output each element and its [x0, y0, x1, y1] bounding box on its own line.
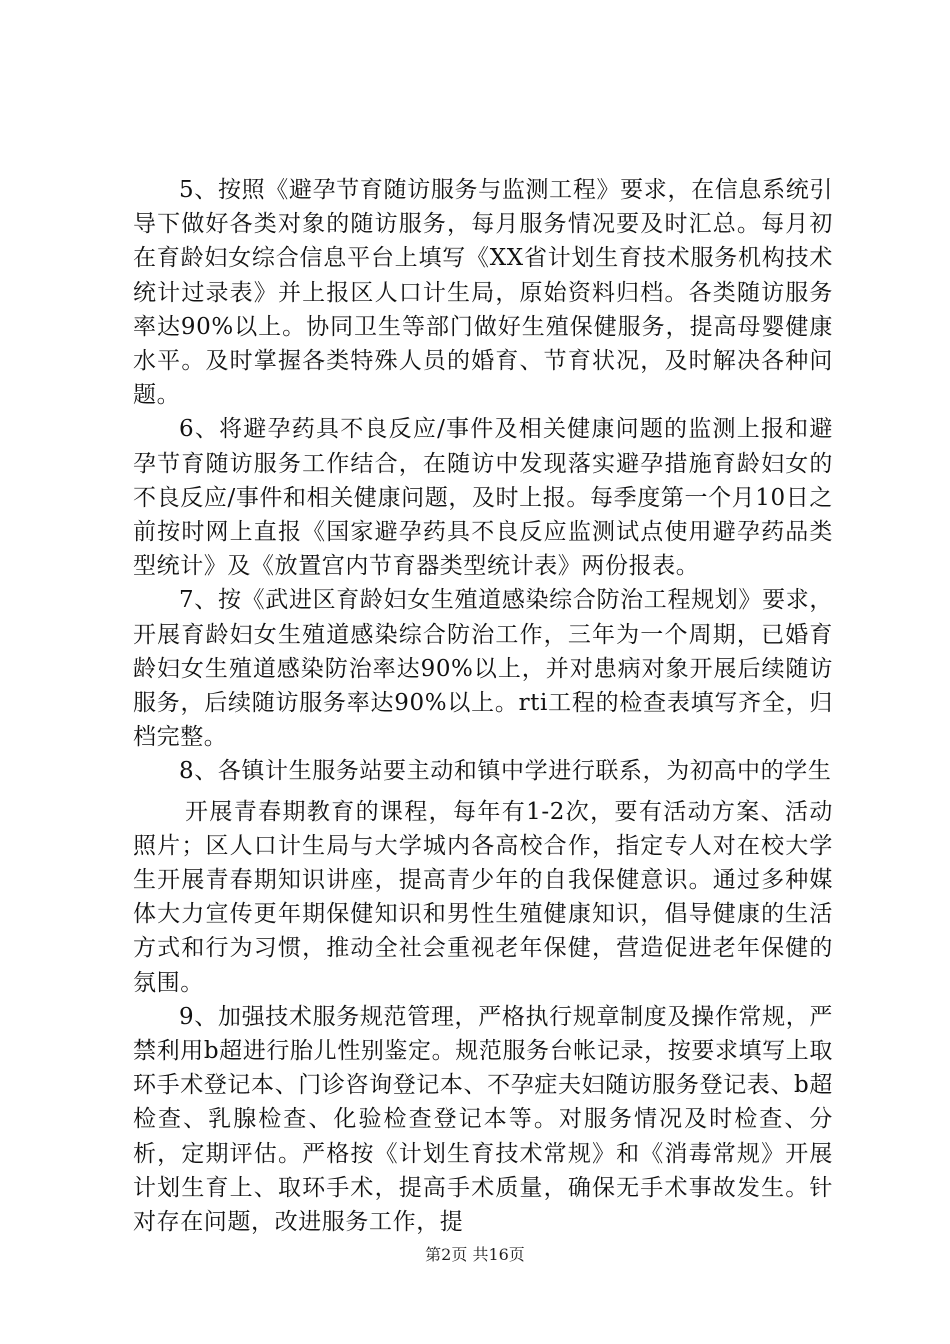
- paragraph-item-9: 9、加强技术服务规范管理，严格执行规章制度及操作常规，严禁利用b超进行胎儿性别鉴定。规范服务台帐记录，按要求填写上取环手术登记本、门诊咨询登记本、不孕症夫妇随访服务登记表、b超检查、乳腺检查、化验检查登记本等。对服务情况及时检查、分析，定期评估。严格按《计划生育技术常规》和《消毒常规》开展计划生育上、取环手术，提高手术质量，确保无手术事故发生。针对存在问题，改进服务工作，提: [133, 1003, 833, 1236]
- paragraph-item-6: 6、将避孕药具不良反应/事件及相关健康问题的监测上报和避孕节育随访服务工作结合，在随访中发现落实避孕措施育龄妇女的不良反应/事件和相关健康问题，及时上报。每季度第一个月10日之前按时网上直报《国家避孕药具不良反应监测试点使用避孕药品类型统计》及《放置宫内节育器类型统计表》两份报表。: [133, 416, 833, 580]
- document-body: [133, 173, 833, 1239]
- page-number-footer: 第2页 共16页: [425, 1245, 525, 1264]
- paragraph-item-5: 5、按照《避孕节育随访服务与监测工程》要求，在信息系统引导下做好各类对象的随访服务，每月服务情况要及时汇总。每月初在育龄妇女综合信息平台上填写《XX省计划生育技术服务机构技术统计过录表》并上报区人口计生局，原始资料归档。各类随访服务率达90%以上。协同卫生等部门做好生殖保健服务，提高母婴健康水平。及时掌握各类特殊人员的婚育、节育状况，及时解决各种问题。: [133, 177, 833, 409]
- paragraph-item-8-heading: 8、各镇计生服务站要主动和镇中学进行联系，为初高中的学生: [179, 758, 832, 785]
- paragraph-item-8-body: 开展青春期教育的课程，每年有1-2次，要有活动方案、活动照片；区人口计生局与大学城内各高校合作，指定专人对在校大学生开展青春期知识讲座，提高青少年的自我保健意识。通过多种媒体大力宣传更年期保健知识和男性生殖健康知识，倡导健康的生活方式和行为习惯，推动全社会重视老年保健，营造促进老年保健的氛围。: [133, 798, 833, 996]
- paragraph-item-7: 7、按《武进区育龄妇女生殖道感染综合防治工程规划》要求，开展育龄妇女生殖道感染综合防治工作，三年为一个周期，已婚育龄妇女生殖道感染防治率达90%以上，并对患病对象开展后续随访服务，后续随访服务率达90%以上。rti工程的检查表填写齐全，归档完整。: [133, 587, 833, 751]
